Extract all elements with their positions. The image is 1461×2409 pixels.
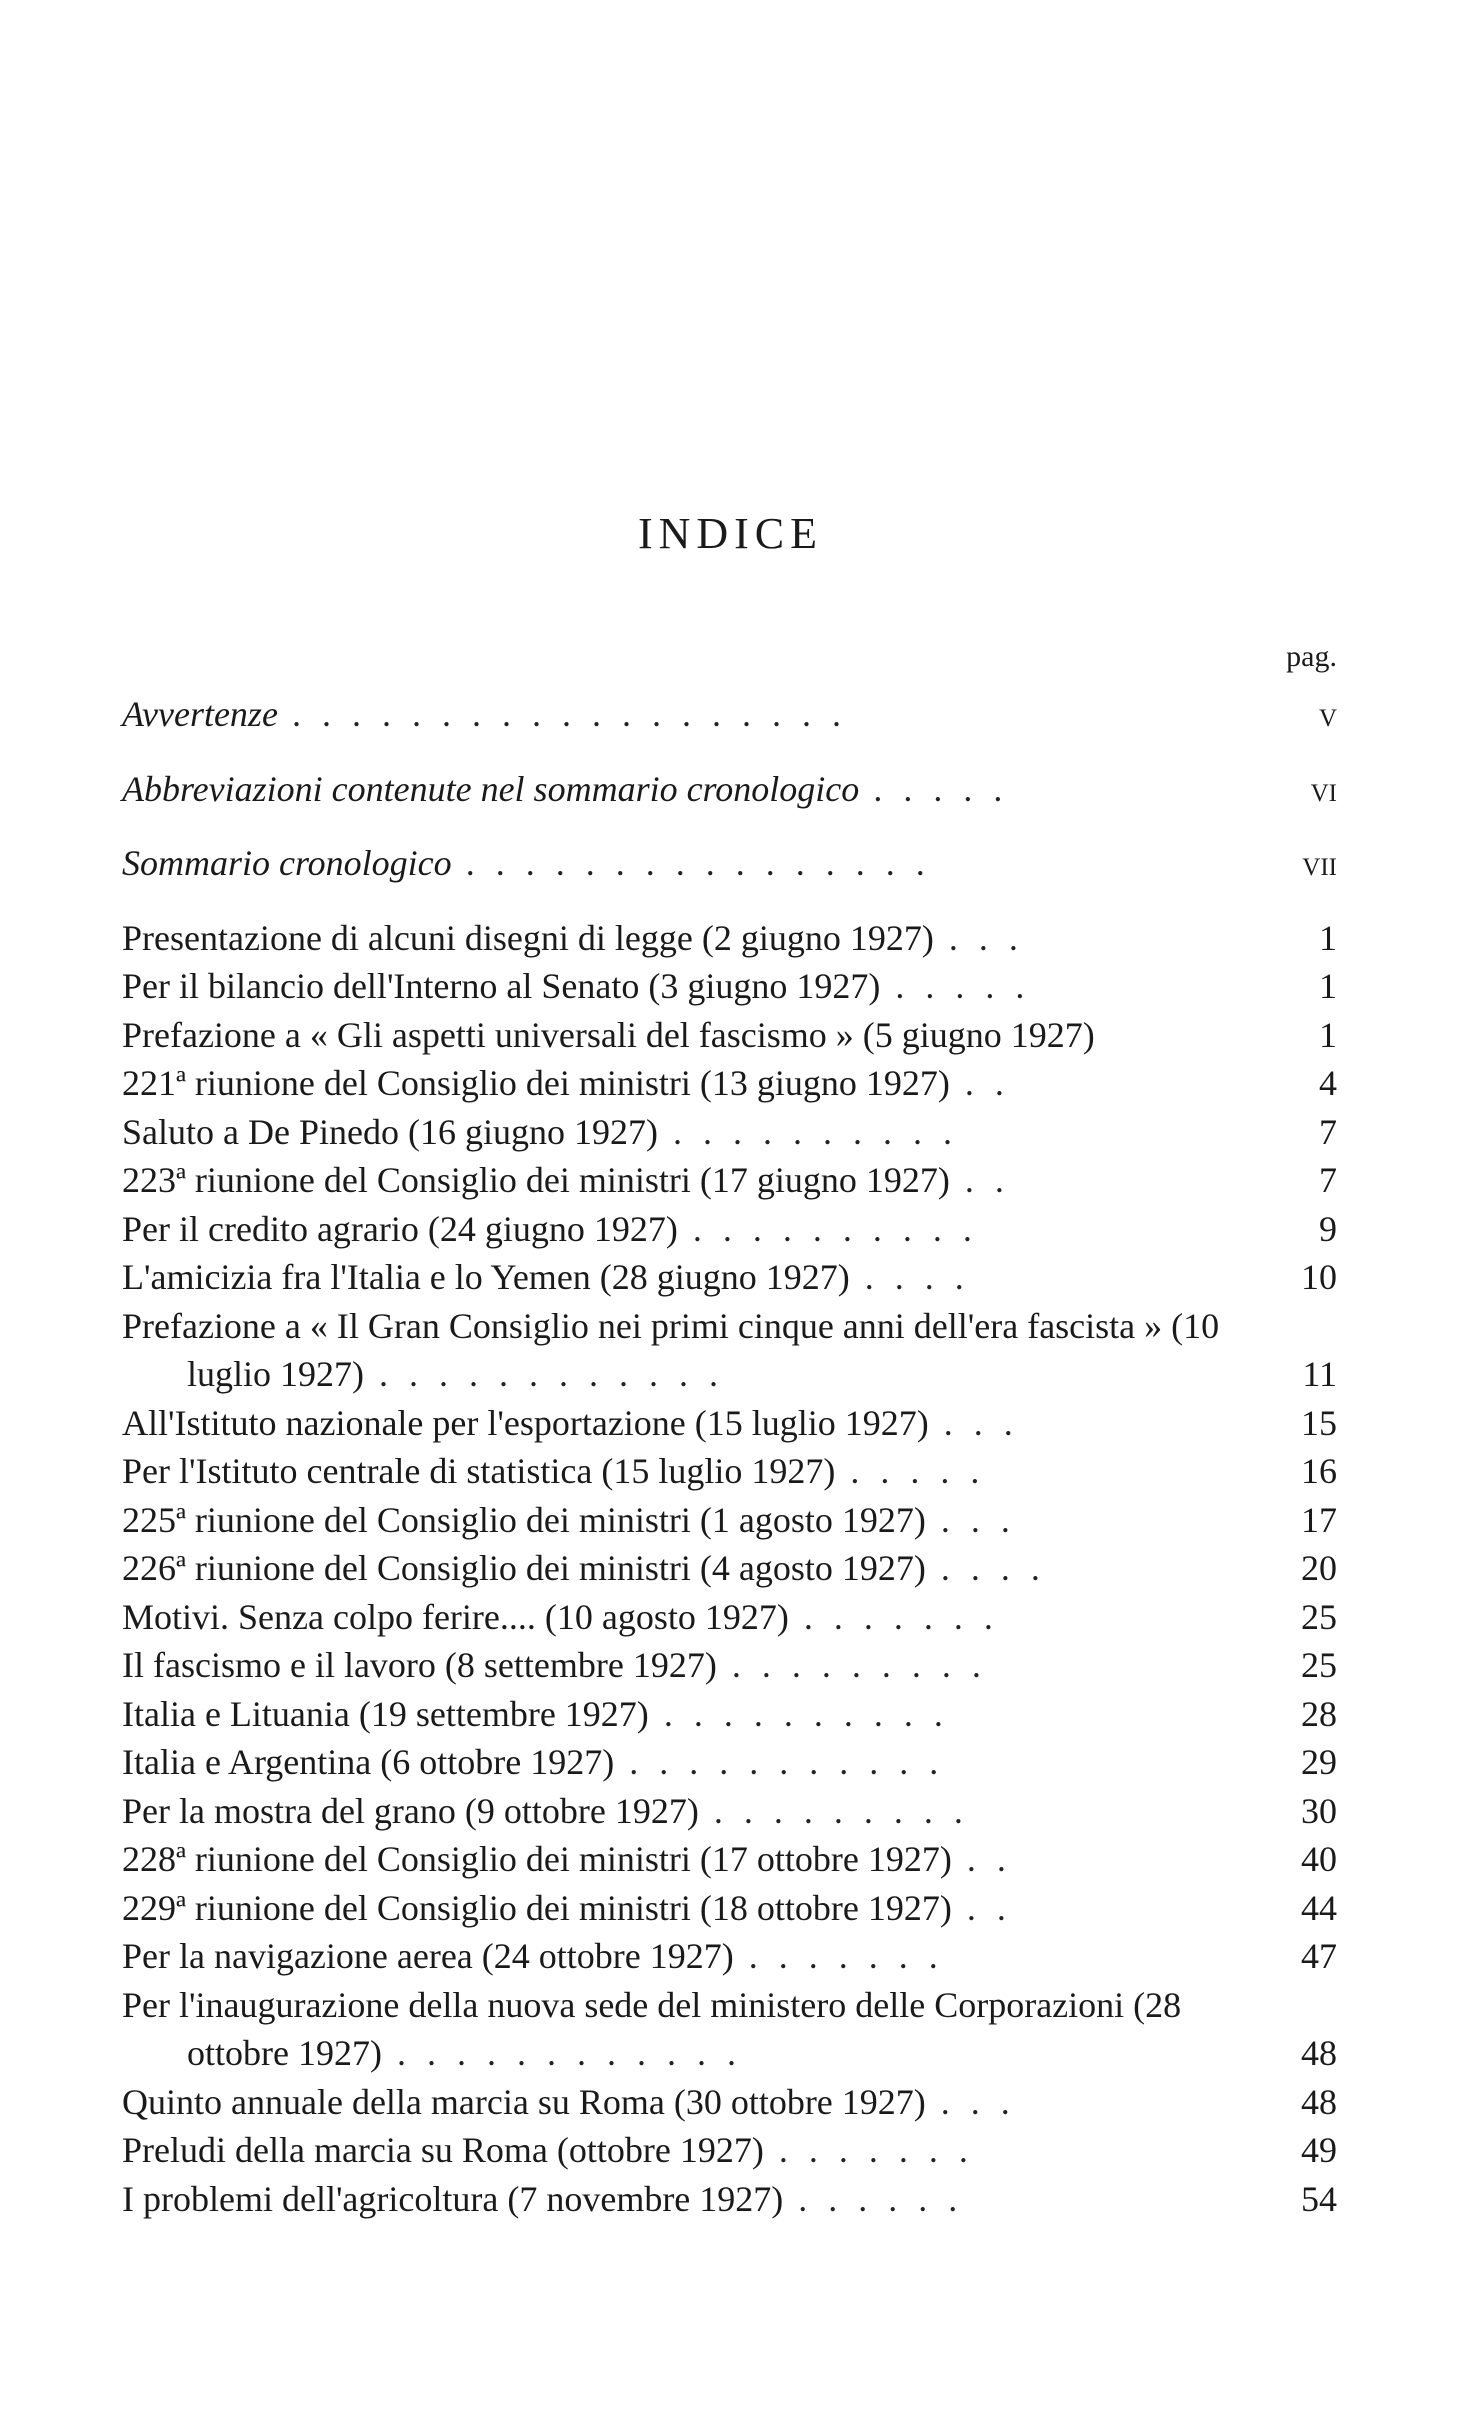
toc-entry-title: Motivi. Senza colpo ferire.... (10 agosto 1927) [122, 1596, 789, 1637]
toc-entry [122, 1932, 1337, 1981]
toc-entry-page: 48 [1301, 2033, 1337, 2073]
toc-entry-title: Italia e Argentina (6 ottobre 1927) [122, 1742, 615, 1782]
toc-entry-title: All'Istituto nazionale per l'esportazione (15 luglio 1927) [122, 1402, 929, 1443]
toc-entries [122, 690, 1337, 2223]
toc-entry [122, 1447, 1337, 1496]
toc-entry [122, 1011, 1337, 1060]
dot-leader: . . . [925, 2081, 1016, 2122]
toc-entry [122, 1593, 1337, 1642]
toc-entry-page: 10 [1301, 1257, 1337, 1297]
toc-entry-page: 28 [1301, 1693, 1337, 1734]
toc-entry-title: Sommario cronologico [122, 843, 452, 883]
toc-entry-title: Il fascismo e il lavoro (8 settembre 1927) [122, 1645, 717, 1685]
dot-leader: . . . . . . . . . . [648, 1693, 949, 1734]
dot-leader: . . . . . [880, 966, 1031, 1006]
toc-entry-page: 4 [1319, 1063, 1337, 1103]
toc-entry-page: 25 [1301, 1596, 1337, 1637]
toc-entry-page: 48 [1301, 2081, 1337, 2122]
dot-leader: . . . . [925, 1548, 1046, 1588]
toc-entry [122, 1835, 1337, 1884]
toc-entry-page: 1 [1319, 917, 1337, 958]
toc-entry [122, 1641, 1337, 1690]
toc-entry-page: 7 [1319, 1111, 1337, 1152]
toc-entry-title: Per la mostra del grano (9 ottobre 1927) [122, 1790, 699, 1831]
toc-entry [122, 1496, 1337, 1545]
dot-leader: . . . . . . . [733, 1936, 944, 1976]
dot-leader: . . . . . . . [788, 1596, 999, 1637]
dot-leader: . . . . . [835, 1451, 986, 1491]
dot-leader: . . [951, 1839, 1012, 1879]
toc-entry-page: 44 [1301, 1887, 1337, 1928]
toc-entry-list [122, 914, 1337, 2224]
toc-entry [122, 1981, 1337, 2078]
toc-entry-title: 225ª riunione del Consiglio dei ministri (1 agosto 1927) [122, 1499, 926, 1540]
toc-entry-title: Per la navigazione aerea (24 ottobre 1927) [122, 1936, 734, 1976]
dot-leader: . . . . . . . . . . . [614, 1742, 945, 1782]
toc-entry-page: v [1318, 694, 1337, 734]
toc-entry-page: 15 [1301, 1402, 1337, 1443]
toc-entry-title: 229ª riunione del Consiglio dei ministri (18 ottobre 1927) [122, 1887, 952, 1928]
toc-entry-page: 25 [1301, 1645, 1337, 1685]
dot-leader: . . . . . . . . . . . . [381, 2033, 742, 2073]
toc-entry-page: 16 [1301, 1451, 1337, 1491]
toc-entry-title: Per l'Istituto centrale di statistica (15 luglio 1927) [122, 1451, 836, 1491]
toc-entry-title: 228ª riunione del Consiglio dei ministri (17 ottobre 1927) [122, 1839, 952, 1879]
toc-entry-title: Per il credito agrario (24 giugno 1927) [122, 1208, 678, 1249]
toc-entry [122, 1544, 1337, 1593]
toc-entry-page: 47 [1301, 1936, 1337, 1976]
toc-entry-page: 11 [1302, 1354, 1337, 1394]
page-title: INDICE [637, 509, 824, 558]
toc-entry-title: Avvertenze [122, 694, 278, 734]
toc-entry [122, 962, 1337, 1011]
toc-entry [122, 1302, 1337, 1399]
dot-leader: . . . . . . [783, 2178, 964, 2219]
toc-entry [122, 1690, 1337, 1739]
dot-leader: . . [949, 1160, 1010, 1200]
toc-entry-page: 30 [1301, 1790, 1337, 1831]
toc-entry [122, 1399, 1337, 1448]
toc-entry-page: 17 [1301, 1499, 1337, 1540]
toc-entry-page: 1 [1319, 966, 1337, 1006]
dot-leader: . . . . . . . . . . . . [364, 1354, 724, 1394]
toc-entry-title: Quinto annuale della marcia su Roma (30 ottobre 1927) [122, 2081, 926, 2122]
toc-entry-title: Prefazione a « Il Gran Consiglio nei primi cinque anni dell'era fascista » (10 luglio 1927) [122, 1305, 1220, 1394]
toc-entry-title: Presentazione di alcuni disegni di legge (2 giugno 1927) [122, 917, 934, 958]
toc-entry [122, 2126, 1337, 2175]
toc-entry-title: Prefazione a « Gli aspetti universali del fascismo » (5 giugno 1927) [122, 1014, 1095, 1055]
toc-entry-front-matter [122, 839, 1337, 888]
dot-leader: . . . . . . . [763, 2130, 974, 2170]
dot-leader: . . . . . . . . . . . . . . . . . . . [277, 694, 848, 734]
toc-entry-page: 29 [1301, 1742, 1337, 1782]
toc-entry-title: Preludi della marcia su Roma (ottobre 1927) [122, 2130, 764, 2170]
toc-entry-title: Saluto a De Pinedo (16 giugno 1927) [122, 1111, 658, 1152]
toc-entry [122, 1156, 1337, 1205]
toc-entry-page: 54 [1301, 2178, 1337, 2219]
dot-leader: . . . [925, 1499, 1016, 1540]
toc-entry-page: 9 [1319, 1208, 1337, 1249]
toc-entry-title: 223ª riunione del Consiglio dei ministri (17 giugno 1927) [122, 1160, 950, 1200]
toc-entry-page: 49 [1301, 2130, 1337, 2170]
toc-entry [122, 1884, 1337, 1933]
toc-entry-title: Per il bilancio dell'Interno al Senato (3 giugno 1927) [122, 966, 881, 1006]
toc-entry [122, 1787, 1337, 1836]
dot-leader: . . . [933, 917, 1024, 958]
dot-leader: . . . . . . . . . [716, 1645, 987, 1685]
toc-entry-title: Per l'inaugurazione della nuova sede del ministero delle Corporazioni (28 ottobre 1927) [122, 1984, 1182, 2073]
toc-entry-front-matter [122, 690, 1337, 739]
toc-entry-title: Italia e Lituania (19 settembre 1927) [122, 1693, 649, 1734]
toc-entry [122, 2175, 1337, 2224]
dot-leader: . . . . . . . . . . . . . . . . [451, 843, 932, 883]
toc-entry-page: 7 [1319, 1160, 1337, 1200]
dot-leader: . . . . . . . . . [698, 1790, 969, 1831]
toc-entry [122, 914, 1337, 963]
toc-entry [122, 1205, 1337, 1254]
toc-entry-page: 20 [1301, 1548, 1337, 1588]
toc-entry [122, 1253, 1337, 1302]
toc-entry [122, 2078, 1337, 2127]
toc-entry-title: 221ª riunione del Consiglio dei ministri (13 giugno 1927) [122, 1063, 950, 1103]
toc-entry-page: 1 [1319, 1014, 1337, 1055]
toc-entry-title: I problemi dell'agricoltura (7 novembre 1927) [122, 2178, 784, 2219]
dot-leader: . . . . . . . . . . [657, 1111, 958, 1152]
toc-entry-title: 226ª riunione del Consiglio dei ministri (4 agosto 1927) [122, 1548, 926, 1588]
toc-entry [122, 1738, 1337, 1787]
toc-entry-page: 40 [1301, 1839, 1337, 1879]
toc-entry-front-matter [122, 765, 1337, 814]
dot-leader: . . [951, 1887, 1012, 1928]
toc-entry [122, 1108, 1337, 1157]
toc-entry-title: L'amicizia fra l'Italia e lo Yemen (28 giugno 1927) [122, 1257, 850, 1297]
toc-entry-page: vi [1310, 768, 1337, 809]
toc-entry [122, 1059, 1337, 1108]
toc-entry-title: Abbreviazioni contenute nel sommario cronologico [122, 768, 860, 809]
dot-leader: . . . . [849, 1257, 970, 1297]
page-column-label: pag. [1286, 640, 1337, 673]
dot-leader: . . . [928, 1402, 1019, 1443]
dot-leader: . . . . . [859, 768, 1010, 809]
toc-entry-page: vii [1302, 843, 1337, 883]
dot-leader: . . [949, 1063, 1010, 1103]
dot-leader: . . . . . . . . . . [677, 1208, 978, 1249]
